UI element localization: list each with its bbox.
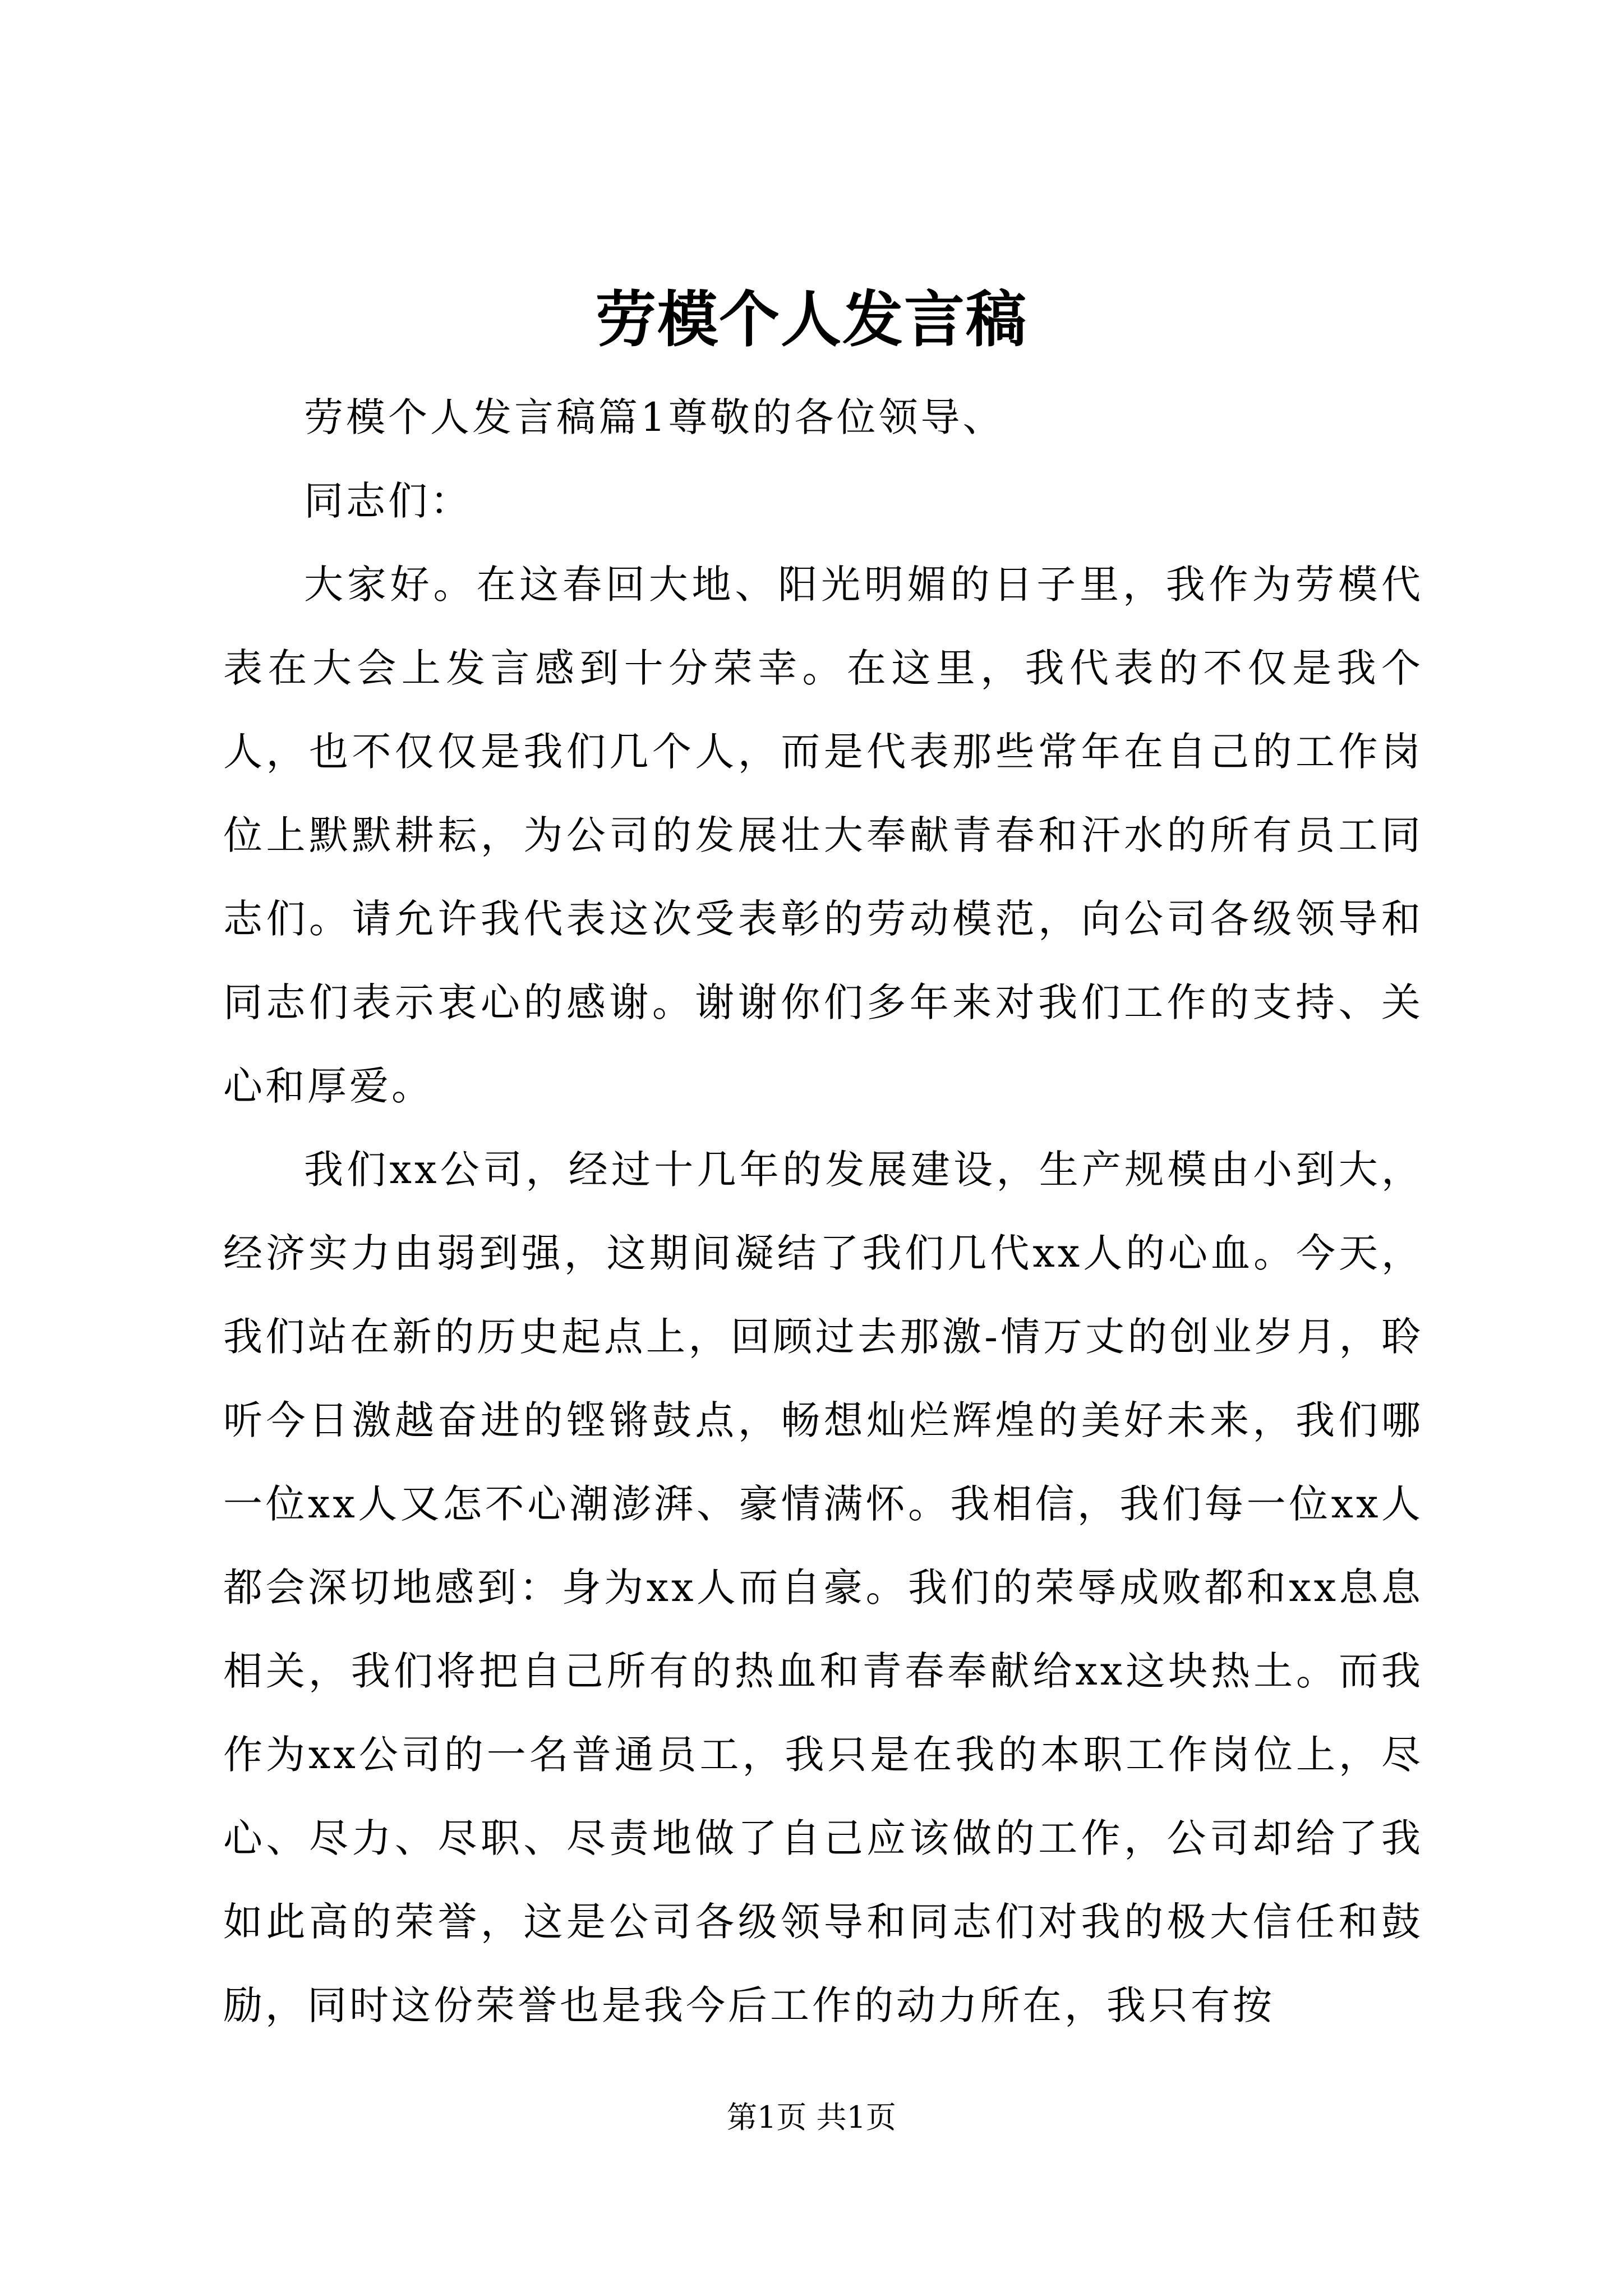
paragraph-salutation: 同志们： [304,478,472,524]
page-number: 第1页 共1页 [727,2100,896,2135]
document-title: 劳模个人发言稿 [595,284,1027,355]
paragraph-heading: 劳模个人发言稿篇1尊敬的各位领导、 [304,394,1005,440]
document-body [223,376,1423,2047]
paragraph-main: 我们xx公司，经过十几年的发展建设，生产规模由小到大，经济实力由弱到强，这期间凝结了我们几代xx人的心血。今天，我们站在新的历史起点上，回顾过去那激-情万丈的创业岁月，聆听今日激越奋进的铿锵鼓点，畅想灿烂辉煌的美好未来，我们哪一位xx人又怎不心潮澎湃、豪情满怀。我相信，我们每一位xx人都会深切地感到：身为xx人而自豪。我们的荣辱成败都和xx息息相关，我们将把自己所有的热血和青春奉献给xx这块热土。而我作为xx公司的一名普通员工，我只是在我的本职工作岗位上，尽心、尽力、尽职、尽责地做了自己应该做的工作，公司却给了我如此高的荣誉，这是公司各级领导和同志们对我的极大信任和鼓励，同时这份荣誉也是我今后工作的动力所在，我只有按 [223,1147,1423,2028]
paragraph-greeting: 大家好。在这春回大地、阳光明媚的日子里，我作为劳模代表在大会上发言感到十分荣幸。在这里，我代表的不仅是我个人，也不仅仅是我们几个人，而是代表那些常年在自己的工作岗位上默默耕耘，为公司的发展壮大奉献青春和汗水的所有员工同志们。请允许我代表这次受表彰的劳动模范，向公司各级领导和同志们表示衷心的感谢。谢谢你们多年来对我们工作的支持、关心和厚爱。 [223,562,1423,1109]
